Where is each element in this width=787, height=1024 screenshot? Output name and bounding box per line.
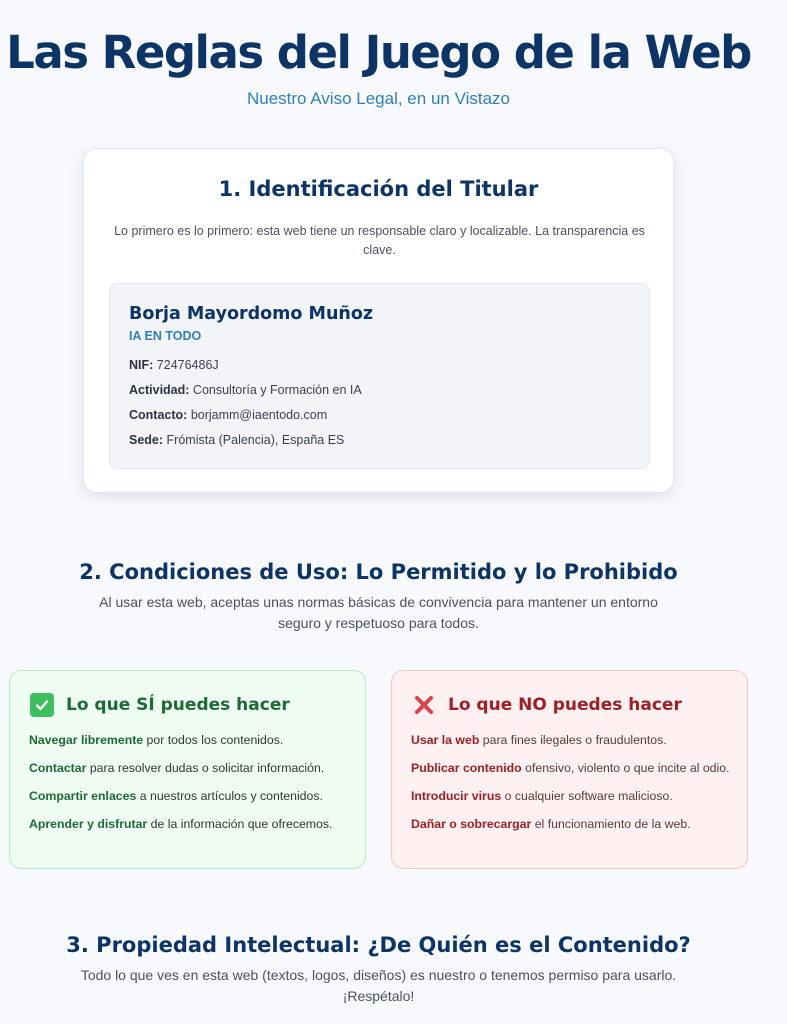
owner-seat	[129, 433, 344, 447]
page-subtitle: Nuestro Aviso Legal, en un Vistazo	[246, 89, 511, 108]
forbidden-rules-title: Lo que NO puedes hacer	[448, 695, 682, 715]
rule-keyword: Navegar libremente	[29, 733, 144, 747]
rule-text: o cualquier software malicioso.	[501, 789, 673, 803]
section-2-title: 2. Condiciones de Uso: Lo Permitido y lo Prohibido	[79, 560, 678, 584]
owner-activity	[129, 383, 362, 397]
list-item	[29, 815, 349, 833]
owner-contact-email[interactable]: borjamm@iaentodo.com	[190, 408, 328, 422]
list-item	[29, 731, 349, 749]
section-1-intro: Lo primero es lo primero: esta web tiene un responsable claro y localizable. La transparencia es clave.	[114, 224, 645, 257]
owner-nif-label: NIF:	[129, 358, 154, 372]
forbidden-rules-card	[391, 670, 748, 869]
list-item	[411, 815, 731, 833]
rule-keyword: Aprender y disfrutar	[29, 817, 148, 831]
rule-keyword: Dañar o sobrecargar	[411, 817, 532, 831]
owner-name: Borja Mayordomo Muñoz	[129, 304, 374, 324]
rule-text: el funcionamiento de la web.	[531, 817, 691, 831]
list-item	[411, 759, 731, 777]
section-3-intro: Todo lo que ves en esta web (textos, logos, diseños) es nuestro o tenemos permiso para usarlo. ¡Respétalo!	[80, 967, 677, 1004]
allowed-rules-title: Lo que SÍ puedes hacer	[66, 695, 290, 715]
rule-keyword: Compartir enlaces	[29, 789, 137, 803]
list-item	[411, 731, 731, 749]
owner-contact	[129, 408, 327, 422]
list-item	[411, 787, 731, 805]
section-3-title: 3. Propiedad Intelectual: ¿De Quién es el Contenido?	[66, 933, 691, 957]
owner-details-box	[109, 283, 650, 469]
allowed-rules-card	[9, 670, 366, 869]
rule-keyword: Publicar contenido	[411, 761, 522, 775]
owner-nif-value: 72476486J	[156, 358, 219, 372]
cross-icon	[412, 693, 436, 717]
list-item	[29, 759, 349, 777]
rule-keyword: Contactar	[29, 761, 87, 775]
rule-keyword: Usar la web	[411, 733, 480, 747]
page-title: Las Reglas del Juego de la Web	[6, 26, 751, 79]
allowed-rules-header	[30, 691, 290, 719]
rule-text: para fines ilegales o fraudulentos.	[479, 733, 667, 747]
list-item	[29, 787, 349, 805]
owner-activity-label: Actividad:	[129, 383, 190, 397]
check-icon	[30, 693, 54, 717]
rule-text: por todos los contenidos.	[143, 733, 284, 747]
forbidden-rules-header	[412, 691, 682, 719]
owner-identification-card	[83, 148, 674, 493]
forbidden-rules-list	[411, 731, 731, 843]
rule-text: para resolver dudas o solicitar información.	[86, 761, 325, 775]
owner-activity-value: Consultoría y Formación en IA	[192, 383, 362, 397]
owner-seat-value: Frómista (Palencia), España ES	[166, 433, 345, 447]
allowed-rules-list	[29, 731, 349, 843]
owner-nif	[129, 358, 219, 372]
owner-contact-label: Contacto:	[129, 408, 188, 422]
section-1-title: 1. Identificación del Titular	[218, 177, 539, 201]
rule-text: de la información que ofrecemos.	[147, 817, 333, 831]
rule-text: a nuestros artículos y contenidos.	[136, 789, 323, 803]
rule-keyword: Introducir virus	[411, 789, 502, 803]
owner-seat-label: Sede:	[129, 433, 164, 447]
section-2-intro: Al usar esta web, aceptas unas normas básicas de convivencia para mantener un entorno seguro y respetuoso para todos.	[99, 594, 658, 631]
rule-text: ofensivo, violento o que incite al odio.	[521, 761, 730, 775]
owner-brand: IA EN TODO	[129, 329, 202, 343]
